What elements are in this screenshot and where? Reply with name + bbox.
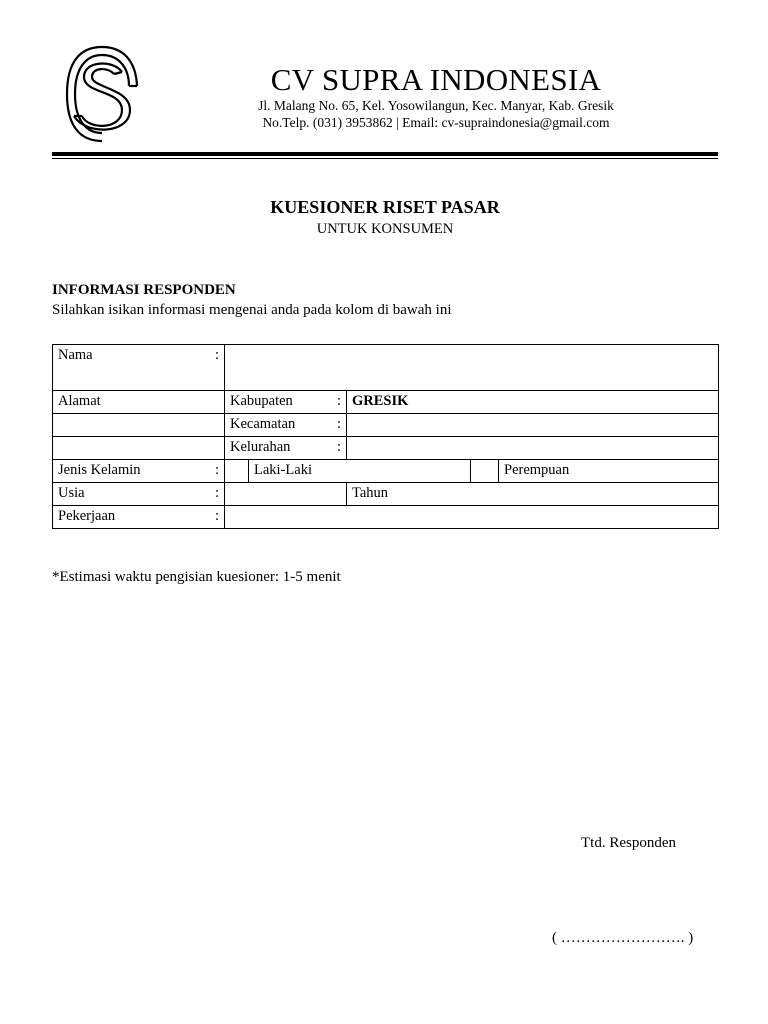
row-kelurahan (53, 437, 719, 460)
option-perempuan: Perempuan (499, 460, 719, 483)
input-nama[interactable] (225, 345, 719, 391)
checkbox-laki-laki[interactable] (225, 460, 249, 483)
row-nama (53, 345, 719, 391)
section-title: INFORMASI RESPONDEN (52, 282, 236, 298)
cs-monogram-logo (64, 44, 140, 144)
checkbox-perempuan[interactable] (471, 460, 499, 483)
document-title: KUESIONER RISET PASAR (270, 197, 500, 217)
signature-label: Ttd. Responden (581, 835, 676, 851)
row-kabupaten (53, 391, 719, 414)
input-usia[interactable] (225, 483, 347, 506)
letterhead-rule-thick (52, 152, 718, 156)
estimate-note: *Estimasi waktu pengisian kuesioner: 1-5 menit (52, 569, 341, 585)
row-usia (53, 483, 719, 506)
input-pekerjaan[interactable] (225, 506, 719, 529)
respondent-form-table (52, 344, 719, 529)
input-kecamatan[interactable] (347, 414, 719, 437)
row-jenis-kelamin (53, 460, 719, 483)
label-kabupaten: Kabupaten : (225, 391, 347, 414)
empty-cell (53, 414, 225, 437)
option-laki-laki: Laki-Laki (249, 460, 471, 483)
company-contact: No.Telp. (031) 3953862 | Email: cv-supraindonesia@gmail.com (262, 115, 610, 130)
row-pekerjaan (53, 506, 719, 529)
document-subtitle: UNTUK KONSUMEN (316, 221, 454, 237)
label-nama: Nama : (53, 345, 225, 391)
label-kelurahan: Kelurahan : (225, 437, 347, 460)
label-jenis-kelamin: Jenis Kelamin : (53, 460, 225, 483)
label-kecamatan: Kecamatan : (225, 414, 347, 437)
usia-unit: Tahun (347, 483, 719, 506)
row-kecamatan (53, 414, 719, 437)
label-pekerjaan: Pekerjaan : (53, 506, 225, 529)
input-kelurahan[interactable] (347, 437, 719, 460)
company-name: CV SUPRA INDONESIA (270, 62, 602, 97)
label-alamat: Alamat (53, 391, 225, 414)
empty-cell (53, 437, 225, 460)
input-kabupaten[interactable]: GRESIK (347, 391, 719, 414)
label-usia: Usia : (53, 483, 225, 506)
letterhead-rule-thin (52, 158, 718, 159)
company-address: Jl. Malang No. 65, Kel. Yosowilangun, Kec. Manyar, Kab. Gresik (258, 98, 614, 113)
section-instruction: Silahkan isikan informasi mengenai anda pada kolom di bawah ini (52, 302, 452, 318)
signature-line: ( ……………………. ) (552, 930, 694, 946)
